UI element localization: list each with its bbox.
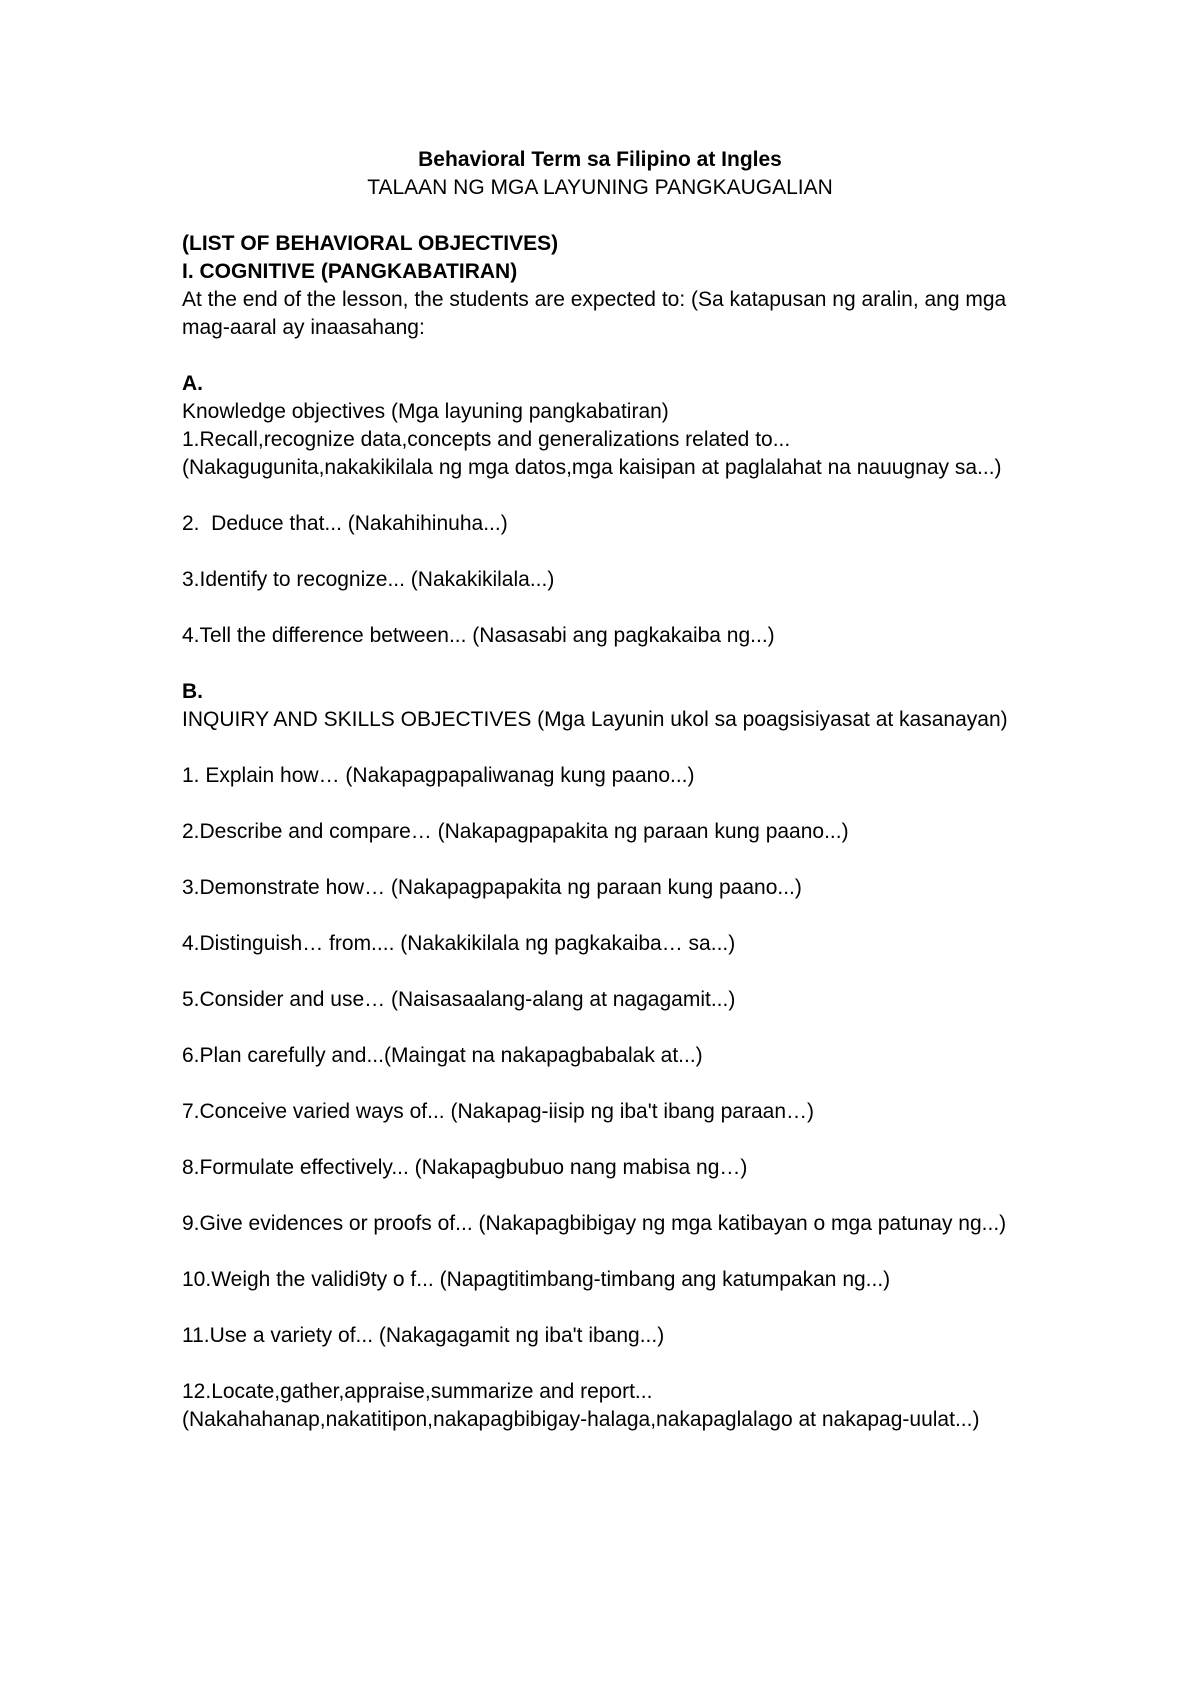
section-b-title: INQUIRY AND SKILLS OBJECTIVES (Mga Layunin ukol sa poagsisiyasat at kasanayan) [182,708,1008,731]
list-item: 1.Recall,recognize data,concepts and generalizations related to... (Nakagugunita,nakakikilala ng mga datos,mga kaisipan at paglalahat na nauugnay sa...) [182,428,1002,479]
spacer [182,902,1042,930]
list-item: 4.Tell the difference between... (Nasasabi ang pagkakaiba ng...) [182,624,775,647]
spacer [182,1014,1042,1042]
list-item: 2.Describe and compare… (Nakapagpapakita ng paraan kung paano...) [182,820,849,843]
spacer [182,1182,1042,1210]
list-item: 7.Conceive varied ways of... (Nakapag-iisip ng iba't ibang paraan…) [182,1100,815,1123]
list-item: 9.Give evidences or proofs of... (Nakapagbibigay ng mga katibayan o mga patunay ng...) [182,1212,1007,1235]
section-a-title: Knowledge objectives (Mga layuning pangkabatiran) [182,400,669,423]
list-item: 10.Weigh the validi9ty o f... (Napagtitimbang-timbang ang katumpakan ng...) [182,1268,891,1291]
spacer [182,342,1042,370]
section-b-letter: B. [182,680,203,703]
spacer [182,538,1042,566]
spacer [182,958,1042,986]
spacer [182,846,1042,874]
spacer [182,1238,1042,1266]
spacer [182,1350,1042,1378]
list-item: 2. Deduce that... (Nakahihinuha...) [182,512,508,535]
list-item: 8.Formulate effectively... (Nakapagbubuo nang mabisa ng…) [182,1156,748,1179]
spacer [182,790,1042,818]
list-item: 12.Locate,gather,appraise,summarize and report... (Nakahahanap,nakatitipon,nakapagbibigay-halaga,nakapaglalago at nakapag-uulat...) [182,1380,980,1431]
list-item: 6.Plan carefully and...(Maingat na nakapagbabalak at...) [182,1044,703,1067]
list-item: 3.Demonstrate how… (Nakapagpapakita ng paraan kung paano...) [182,876,802,899]
list-heading: (LIST OF BEHAVIORAL OBJECTIVES) [182,232,559,255]
spacer [182,734,1042,762]
section-a-letter: A. [182,372,203,395]
spacer [182,1126,1042,1154]
spacer [182,1070,1042,1098]
document-title: Behavioral Term sa Filipino at Ingles [418,148,782,171]
intro-paragraph: At the end of the lesson, the students are expected to: (Sa katapusan ng aralin, ang mga mag-aaral ay inaasahang: [182,288,1007,339]
spacer [182,482,1042,510]
spacer [182,594,1042,622]
list-item: 4.Distinguish… from.... (Nakakikilala ng pagkakaiba… sa...) [182,932,736,955]
spacer [182,650,1042,678]
section-heading-cognitive: I. COGNITIVE (PANGKABATIRAN) [182,260,518,283]
document-subtitle: TALAAN NG MGA LAYUNING PANGKAUGALIAN [367,176,833,199]
spacer [182,1294,1042,1322]
list-item: 1. Explain how… (Nakapagpapaliwanag kung paano...) [182,764,695,787]
list-item: 5.Consider and use… (Naisasaalang-alang at nagagamit...) [182,988,736,1011]
list-item: 3.Identify to recognize... (Nakakikilala...) [182,568,555,591]
document-header [0,146,1200,202]
document-body [182,230,1042,1434]
list-item: 11.Use a variety of... (Nakagagamit ng iba't ibang...) [182,1324,665,1347]
